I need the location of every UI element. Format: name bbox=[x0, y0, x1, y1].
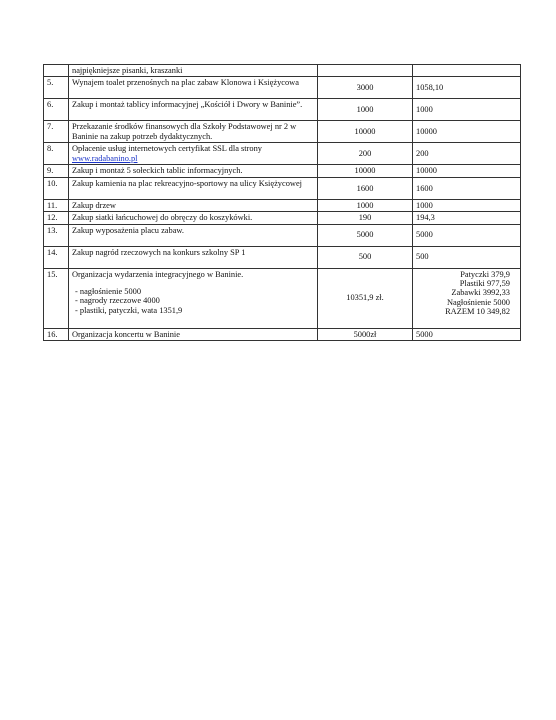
table-row bbox=[44, 199, 521, 211]
row-description: Zakup i montaż tablicy informacyjnej „Kościół i Dwory w Baninie”. bbox=[69, 99, 318, 121]
cost-breakdown-item: - nagłośnienie 5000 bbox=[75, 287, 142, 297]
executed-amount-cell bbox=[413, 65, 521, 77]
row-description: Zakup wyposażenia placu zabaw. bbox=[69, 224, 318, 246]
executed-amount: 1058,10 bbox=[413, 77, 521, 99]
row-number: 7. bbox=[44, 121, 69, 143]
row-number: 11. bbox=[44, 199, 69, 211]
row-number-cell bbox=[44, 65, 69, 77]
row-description-text: Opłacenie usług internetowych certyfikat SSL dla strony bbox=[72, 144, 262, 154]
event-title: Organizacja wydarzenia integracyjnego w Baninie. bbox=[72, 269, 244, 279]
row-number: 5. bbox=[44, 77, 69, 99]
executed-breakdown bbox=[413, 268, 521, 328]
row-description: Organizacja koncertu w Baninie bbox=[69, 328, 318, 340]
planned-amount: 5000zł bbox=[318, 328, 413, 340]
executed-line: Zabawki 3992,33 bbox=[451, 288, 510, 298]
planned-amount: 5000 bbox=[318, 224, 413, 246]
table-row-continuation bbox=[44, 65, 521, 77]
row-number: 13. bbox=[44, 224, 69, 246]
planned-amount: 1000 bbox=[318, 99, 413, 121]
executed-line: Patyczki 379,9 bbox=[460, 269, 510, 279]
table-row bbox=[44, 212, 521, 224]
executed-amount: 1000 bbox=[413, 99, 521, 121]
planned-amount-cell bbox=[318, 65, 413, 77]
row-description: Wynajem toalet przenośnych na plac zabaw Klonowa i Księżycowa bbox=[69, 77, 318, 99]
executed-amount: 5000 bbox=[413, 224, 521, 246]
planned-amount: 190 bbox=[318, 212, 413, 224]
executed-line: Nagłośnienie 5000 bbox=[446, 297, 510, 307]
row-number: 14. bbox=[44, 246, 69, 268]
executed-total: RAZEM 10 349,82 bbox=[445, 307, 510, 317]
executed-amount: 1600 bbox=[413, 177, 521, 199]
planned-amount: 10000 bbox=[318, 121, 413, 143]
planned-amount: 10000 bbox=[318, 165, 413, 177]
planned-amount: 500 bbox=[318, 246, 413, 268]
row-description bbox=[69, 143, 318, 165]
table-row bbox=[44, 77, 521, 99]
table-row bbox=[44, 165, 521, 177]
row-description: Przekazanie środków finansowych dla Szkoły Podstawowej nr 2 w Baninie na zakup potrzeb dydaktycznych. bbox=[69, 121, 318, 143]
table-row bbox=[44, 224, 521, 246]
row-description: najpiękniejsze pisanki, kraszanki bbox=[69, 65, 318, 77]
row-description: Zakup siatki łańcuchowej do obręczy do koszykówki. bbox=[69, 212, 318, 224]
executed-amount: 194,3 bbox=[413, 212, 521, 224]
cost-breakdown-list bbox=[72, 287, 314, 315]
executed-amount: 5000 bbox=[413, 328, 521, 340]
row-description bbox=[69, 268, 318, 328]
budget-table bbox=[43, 64, 521, 341]
row-description: Zakup drzew bbox=[69, 199, 318, 211]
row-number: 15. bbox=[44, 268, 69, 328]
row-number: 6. bbox=[44, 99, 69, 121]
planned-amount: 200 bbox=[318, 143, 413, 165]
executed-line: Plastiki 977,59 bbox=[459, 279, 510, 289]
executed-amount: 200 bbox=[413, 143, 521, 165]
row-description: Zakup i montaż 5 sołeckich tablic informacyjnych. bbox=[69, 165, 318, 177]
table-row bbox=[44, 143, 521, 165]
website-link[interactable]: www.radabanino.pl bbox=[72, 153, 138, 163]
table-row bbox=[44, 328, 521, 340]
table-row bbox=[44, 121, 521, 143]
planned-amount: 1600 bbox=[318, 177, 413, 199]
row-description: Zakup kamienia na plac rekreacyjno-sportowy na ulicy Księżycowej bbox=[69, 177, 318, 199]
row-description: Zakup nagród rzeczowych na konkurs szkolny SP 1 bbox=[69, 246, 318, 268]
row-number: 12. bbox=[44, 212, 69, 224]
row-number: 9. bbox=[44, 165, 69, 177]
executed-amount: 10000 bbox=[413, 121, 521, 143]
table-row bbox=[44, 177, 521, 199]
planned-amount: 10351,9 zł. bbox=[318, 268, 413, 328]
row-number: 8. bbox=[44, 143, 69, 165]
executed-amount: 10000 bbox=[413, 165, 521, 177]
cost-breakdown-item: - plastiki, patyczki, wata 1351,9 bbox=[75, 305, 183, 315]
executed-amount: 500 bbox=[413, 246, 521, 268]
table-row-event bbox=[44, 268, 521, 328]
table-row bbox=[44, 246, 521, 268]
table-row bbox=[44, 99, 521, 121]
planned-amount: 3000 bbox=[318, 77, 413, 99]
row-number: 16. bbox=[44, 328, 69, 340]
row-number: 10. bbox=[44, 177, 69, 199]
executed-amount: 1000 bbox=[413, 199, 521, 211]
cost-breakdown-item: - nagrody rzeczowe 4000 bbox=[75, 296, 160, 306]
planned-amount: 1000 bbox=[318, 199, 413, 211]
